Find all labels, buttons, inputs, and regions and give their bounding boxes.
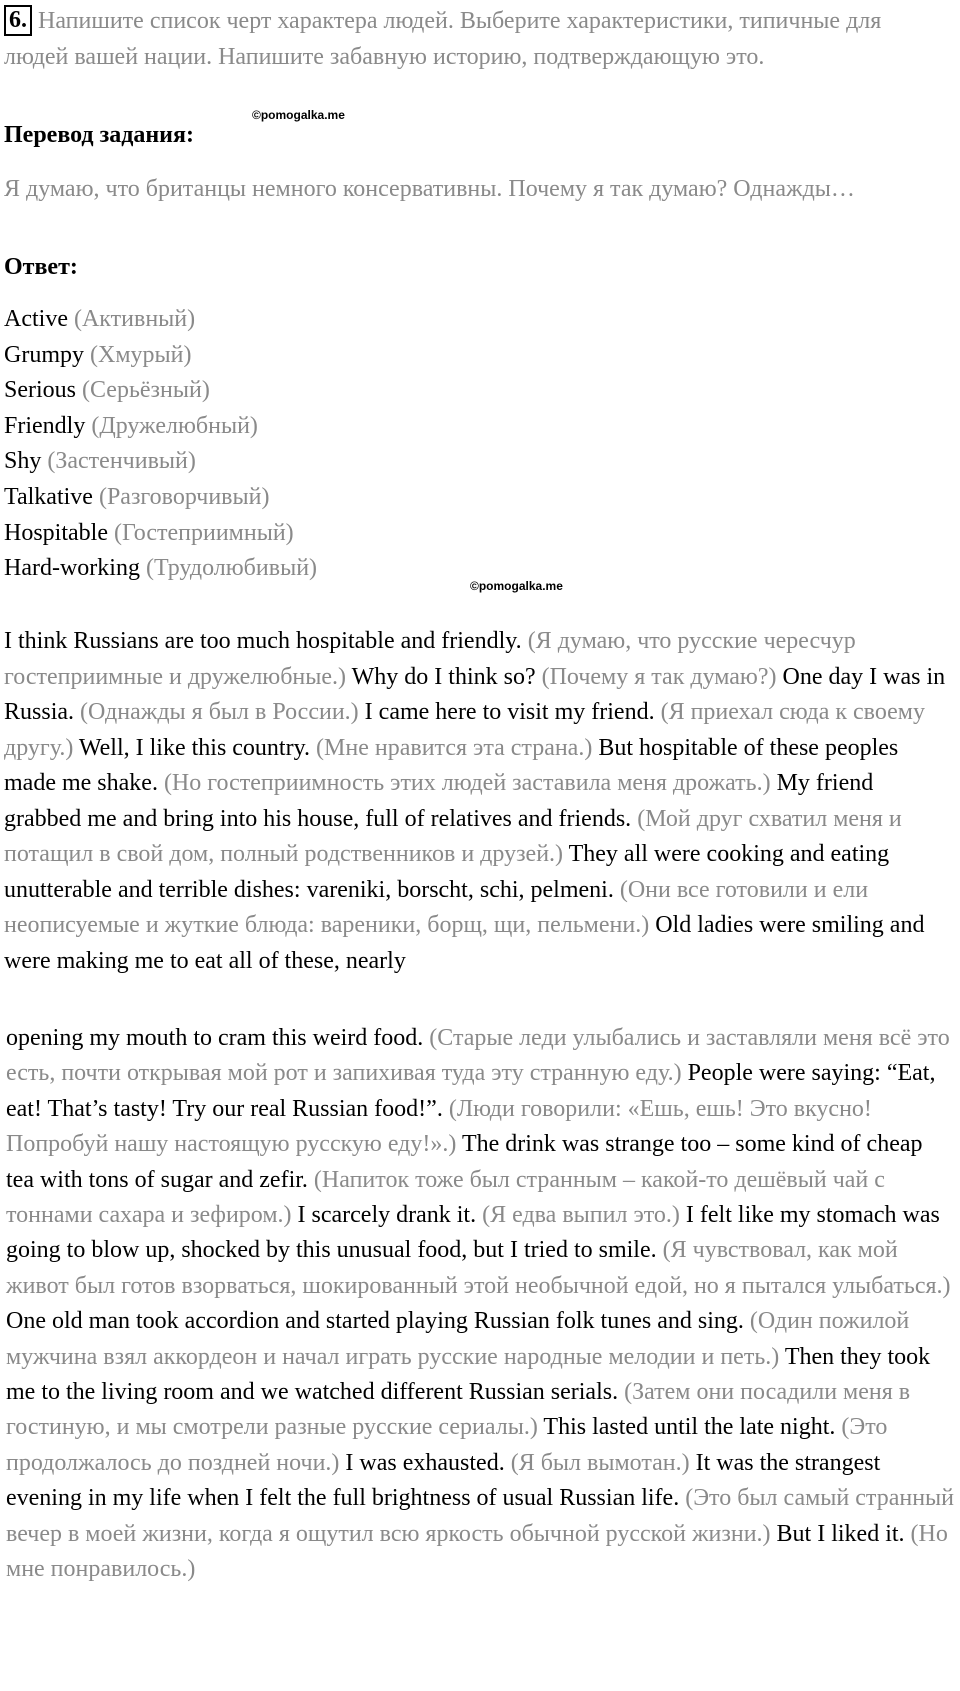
watermark-1: ©pomogalka.me — [252, 108, 345, 122]
russian-translation: (Но мне понравилось.) — [6, 1520, 948, 1583]
russian-translation: (Серьёзный) — [82, 377, 210, 404]
russian-translation: (Затем они посадили меня в гостиную, и мы смотрели разные русские сериалы.) — [6, 1379, 911, 1441]
english-text: My friend grabbed me and bring into his house, full of relatives and friends. — [4, 770, 874, 832]
russian-translation: (Напиток тоже был странным – какой-то дешёвый чай с тоннами сахара и зефиром.) — [6, 1166, 885, 1229]
english-text: Serious — [4, 377, 76, 404]
english-text: One old man took accordion and started playing Russian folk tunes and sing. — [6, 1308, 744, 1335]
translation-heading: Перевод задания: — [4, 122, 194, 148]
translation-text: Я думаю, что британцы немного консервативны. Почему я так думаю? Однажды… — [4, 176, 855, 202]
russian-translation: (Застенчивый) — [47, 448, 196, 475]
russian-translation: (Старые леди улыбались и заставляли меня всё это есть, почти открывая мой рот и запихивая туда эту странную еду.) — [6, 1025, 950, 1087]
english-text: But hospitable of these peoples made me shake. — [4, 734, 899, 796]
trait-item — [4, 302, 317, 338]
russian-translation: (Трудолюбивый) — [145, 555, 318, 582]
russian-translation: (Это был самый странный вечер в моей жизни, когда я ощутил всю яркость обычной русской жизни.) — [6, 1485, 955, 1547]
english-text: I felt like my stomach was going to blow up, shocked by this unusual food, but I tried to smile. — [6, 1202, 940, 1264]
trait-item — [4, 373, 317, 409]
english-text: I think Russians are too much hospitable and friendly. — [4, 628, 522, 654]
task-text: Напишите список черт характера людей. Выберите характеристики, типичные для людей вашей нации. Напишите забавную историю, подтверждающую это. — [4, 8, 882, 70]
english-text: I scarcely drank it. — [297, 1202, 477, 1229]
english-text: Shy — [4, 448, 42, 475]
english-text: One day I was in Russia. — [4, 663, 946, 725]
english-text: Why do I think so? — [351, 663, 536, 690]
trait-item — [4, 516, 317, 552]
trait-item — [4, 338, 317, 374]
russian-translation: (Разговорчивый) — [98, 483, 270, 510]
english-text: opening my mouth to cram this weird food. — [6, 1025, 424, 1051]
russian-translation: (Я приехал сюда к своему другу.) — [4, 699, 925, 761]
english-text: Hospitable — [4, 519, 108, 546]
english-text: It was the strangest evening in my life when I felt the full brightness of usual Russian life. — [6, 1449, 881, 1512]
russian-translation: (Мой друг схватил меня и потащил в свой дом, полный родственников и друзей.) — [4, 805, 902, 867]
task-statement — [4, 4, 904, 75]
task-number: 6. — [4, 5, 32, 36]
english-text: Friendly — [4, 412, 86, 439]
russian-translation: (Хмурый) — [90, 341, 192, 368]
english-text: I came here to visit my friend. — [364, 699, 655, 725]
russian-translation: (Однажды я был в России.) — [80, 699, 359, 725]
trait-item — [4, 409, 317, 445]
trait-item — [4, 444, 317, 480]
russian-translation: (Почему я так думаю?) — [541, 663, 777, 690]
english-text: Old ladies were smiling and were making me to eat all of these, nearly — [4, 912, 925, 974]
english-text: Talkative — [4, 483, 93, 510]
traits-list — [4, 302, 317, 587]
russian-translation: (Мне нравится эта страна.) — [316, 734, 593, 761]
english-text: The drink was strange too – some kind of cheap tea with tons of sugar and zefir. — [6, 1131, 923, 1193]
russian-translation: (Один пожилой мужчина взял аккордеон и начал играть русские народные мелодии и петь.) — [6, 1308, 910, 1370]
english-text: I was exhausted. — [345, 1449, 505, 1476]
english-text: People were saying: “Eat, eat! That’s tasty! Try our real Russian food!”. — [6, 1060, 936, 1122]
english-text: But I liked it. — [776, 1520, 905, 1547]
russian-translation: (Активный) — [73, 306, 196, 332]
russian-translation: (Я едва выпил это.) — [482, 1202, 680, 1229]
russian-translation: (Они все готовили и ели неописуемые и жуткие блюда: вареники, борщ, щи, пельмени.) — [4, 876, 869, 938]
english-text: Well, I like this country. — [78, 734, 311, 761]
english-text: Active — [4, 306, 68, 332]
trait-item — [4, 551, 317, 587]
watermark-2: ©pomogalka.me — [470, 579, 563, 593]
russian-translation: (Я был вымотан.) — [510, 1449, 690, 1476]
russian-translation: (Я думаю, что русские чересчур гостеприимные и дружелюбные.) — [4, 628, 856, 690]
english-text: This lasted until the late night. — [543, 1414, 836, 1441]
story-paragraph-2 — [6, 1021, 956, 1588]
trait-item — [4, 480, 317, 516]
story-paragraph-1 — [4, 624, 956, 979]
english-text: Then they took me to the living room and we watched different Russian serials. — [6, 1343, 931, 1406]
russian-translation: (Это продолжалось до поздней ночи.) — [6, 1414, 888, 1476]
answer-heading: Ответ: — [4, 254, 78, 280]
russian-translation: (Я чувствовал, как мой живот был готов взорваться, шокированный этой необычной едой, но я пытался улыбаться.) — [6, 1237, 951, 1299]
english-text: They all were cooking and eating unutterable and terrible dishes: vareniki, borscht, schi, pelmeni. — [4, 841, 890, 903]
russian-translation: (Дружелюбный) — [91, 412, 258, 439]
russian-translation: (Люди говорили: «Ешь, ешь! Это вкусно! Попробуй нашу настоящую русскую еду!».) — [6, 1095, 872, 1158]
english-text: Grumpy — [4, 341, 84, 368]
russian-translation: (Гостеприимный) — [113, 519, 294, 546]
russian-translation: (Но гостеприимность этих людей заставила меня дрожать.) — [163, 770, 771, 796]
english-text: Hard-working — [4, 555, 140, 582]
